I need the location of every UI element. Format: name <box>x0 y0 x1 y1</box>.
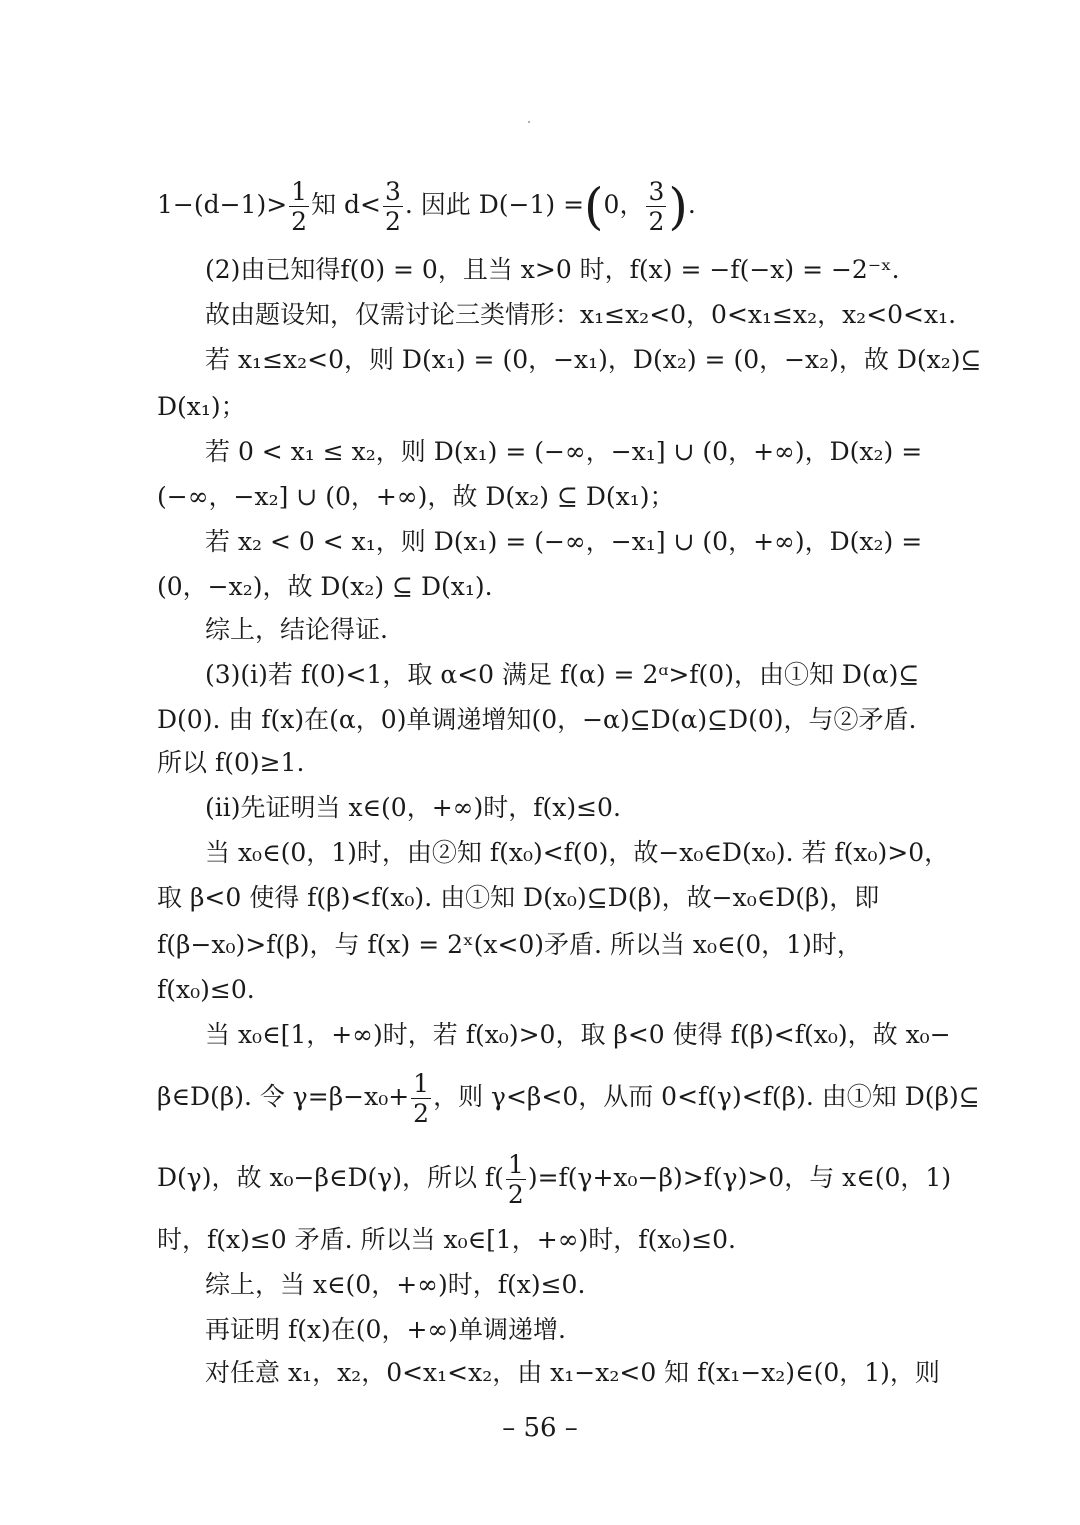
text-line: 若 x₂ < 0 < x₁，则 D(x₁) = (−∞，−x₁] ∪ (0，+∞)，D(x₂) = <box>205 527 923 556</box>
text-line-gamma: β∈D(β). 令 γ=β−x₀+ $\frac{1}{2}$ ，则 γ<β<0，从而 0<f(γ)<f(β). 由①知 D(β)⊆ <box>157 1069 980 1128</box>
text-line: 综上，结论得证. <box>205 615 388 644</box>
text-line: f(β−x₀)>f(β)，与 f(x) = 2ˣ(x<0)矛盾. 所以当 x₀∈(0，1)时， <box>157 930 862 959</box>
text-line: 再证明 f(x)在(0，+∞)单调递增. <box>205 1315 566 1344</box>
text-line: f(x₀)≤0. <box>157 975 255 1004</box>
text-line: 时，f(x)≤0 矛盾. 所以当 x₀∈[1，+∞)时，f(x₀)≤0. <box>157 1225 736 1254</box>
text-line: 当 x₀∈(0，1)时，由②知 f(x₀)<f(0)，故−x₀∈D(x₀). 若 f(x₀)>0， <box>205 838 950 867</box>
fraction-three-halves-interval: $\frac{3}{2}$ <box>648 177 665 236</box>
text-line: 所以 f(0)≥1. <box>157 748 305 777</box>
text-line: 取 β<0 使得 f(β)<f(x₀). 由①知 D(x₀)⊆D(β)，故−x₀∈D(β)，即 <box>157 883 880 912</box>
fraction-one-half: $\frac{1}{2}$ <box>507 1150 524 1209</box>
text-line: 若 x₁≤x₂<0，则 D(x₁) = (0，−x₁)，D(x₂) = (0，−x₂)，故 D(x₂)⊆ <box>205 345 982 374</box>
fraction-one-half: $\frac{1}{2}$ <box>413 1069 430 1128</box>
fraction-three-halves: $\frac{3}{2}$ <box>384 177 401 236</box>
scan-dot <box>528 121 530 123</box>
text-line-dgamma: D(γ)，故 x₀−β∈D(γ)，所以 f( $\frac{1}{2}$ )=f(γ+x₀−β)>f(γ)>0，与 x∈(0，1) <box>157 1150 952 1209</box>
text-line: 对任意 x₁，x₂，0<x₁<x₂，由 x₁−x₂<0 知 f(x₁−x₂)∈(0，1)，则 <box>205 1358 940 1387</box>
text-line: (ⅱ)先证明当 x∈(0，+∞)时，f(x)≤0. <box>205 793 621 822</box>
text-line: (2)由已知得f(0) = 0，且当 x>0 时，f(x) = −f(−x) = −2⁻ˣ. <box>205 255 900 284</box>
text-line: (0，−x₂)，故 D(x₂) ⊆ D(x₁). <box>157 572 493 601</box>
text-line: (−∞，−x₂] ∪ (0，+∞)，故 D(x₂) ⊆ D(x₁)； <box>157 482 675 511</box>
text-line: 当 x₀∈[1，+∞)时，若 f(x₀)>0，取 β<0 使得 f(β)<f(x₀)，故 x₀− <box>205 1020 951 1049</box>
page-number: – 56 – <box>502 1413 578 1443</box>
fraction-one-half: $\frac{1}{2}$ <box>291 177 308 236</box>
text-line: D(x₁)； <box>157 392 246 421</box>
text-line: 若 0 < x₁ ≤ x₂，则 D(x₁) = (−∞，−x₁] ∪ (0，+∞)，D(x₂) = <box>205 437 923 466</box>
text-line-1: 1−(d−1)> $\frac{1}{2}$ 知 d< $\frac{3}{2}$ . 因此 D(−1) =(0， $\frac{3}{2}$ ). <box>157 177 696 236</box>
text-line: (3)(ⅰ)若 f(0)<1，取 α<0 满足 f(α) = 2ᵅ>f(0)，由①知 D(α)⊆ <box>205 660 920 689</box>
text-line: D(0). 由 f(x)在(α，0)单调递增知(0，−α)⊆D(α)⊆D(0)，与②矛盾. <box>157 705 917 734</box>
text-line: 综上，当 x∈(0，+∞)时，f(x)≤0. <box>205 1270 586 1299</box>
text-line: 故由题设知，仅需讨论三类情形：x₁≤x₂<0，0<x₁≤x₂，x₂<0<x₁. <box>205 300 957 329</box>
